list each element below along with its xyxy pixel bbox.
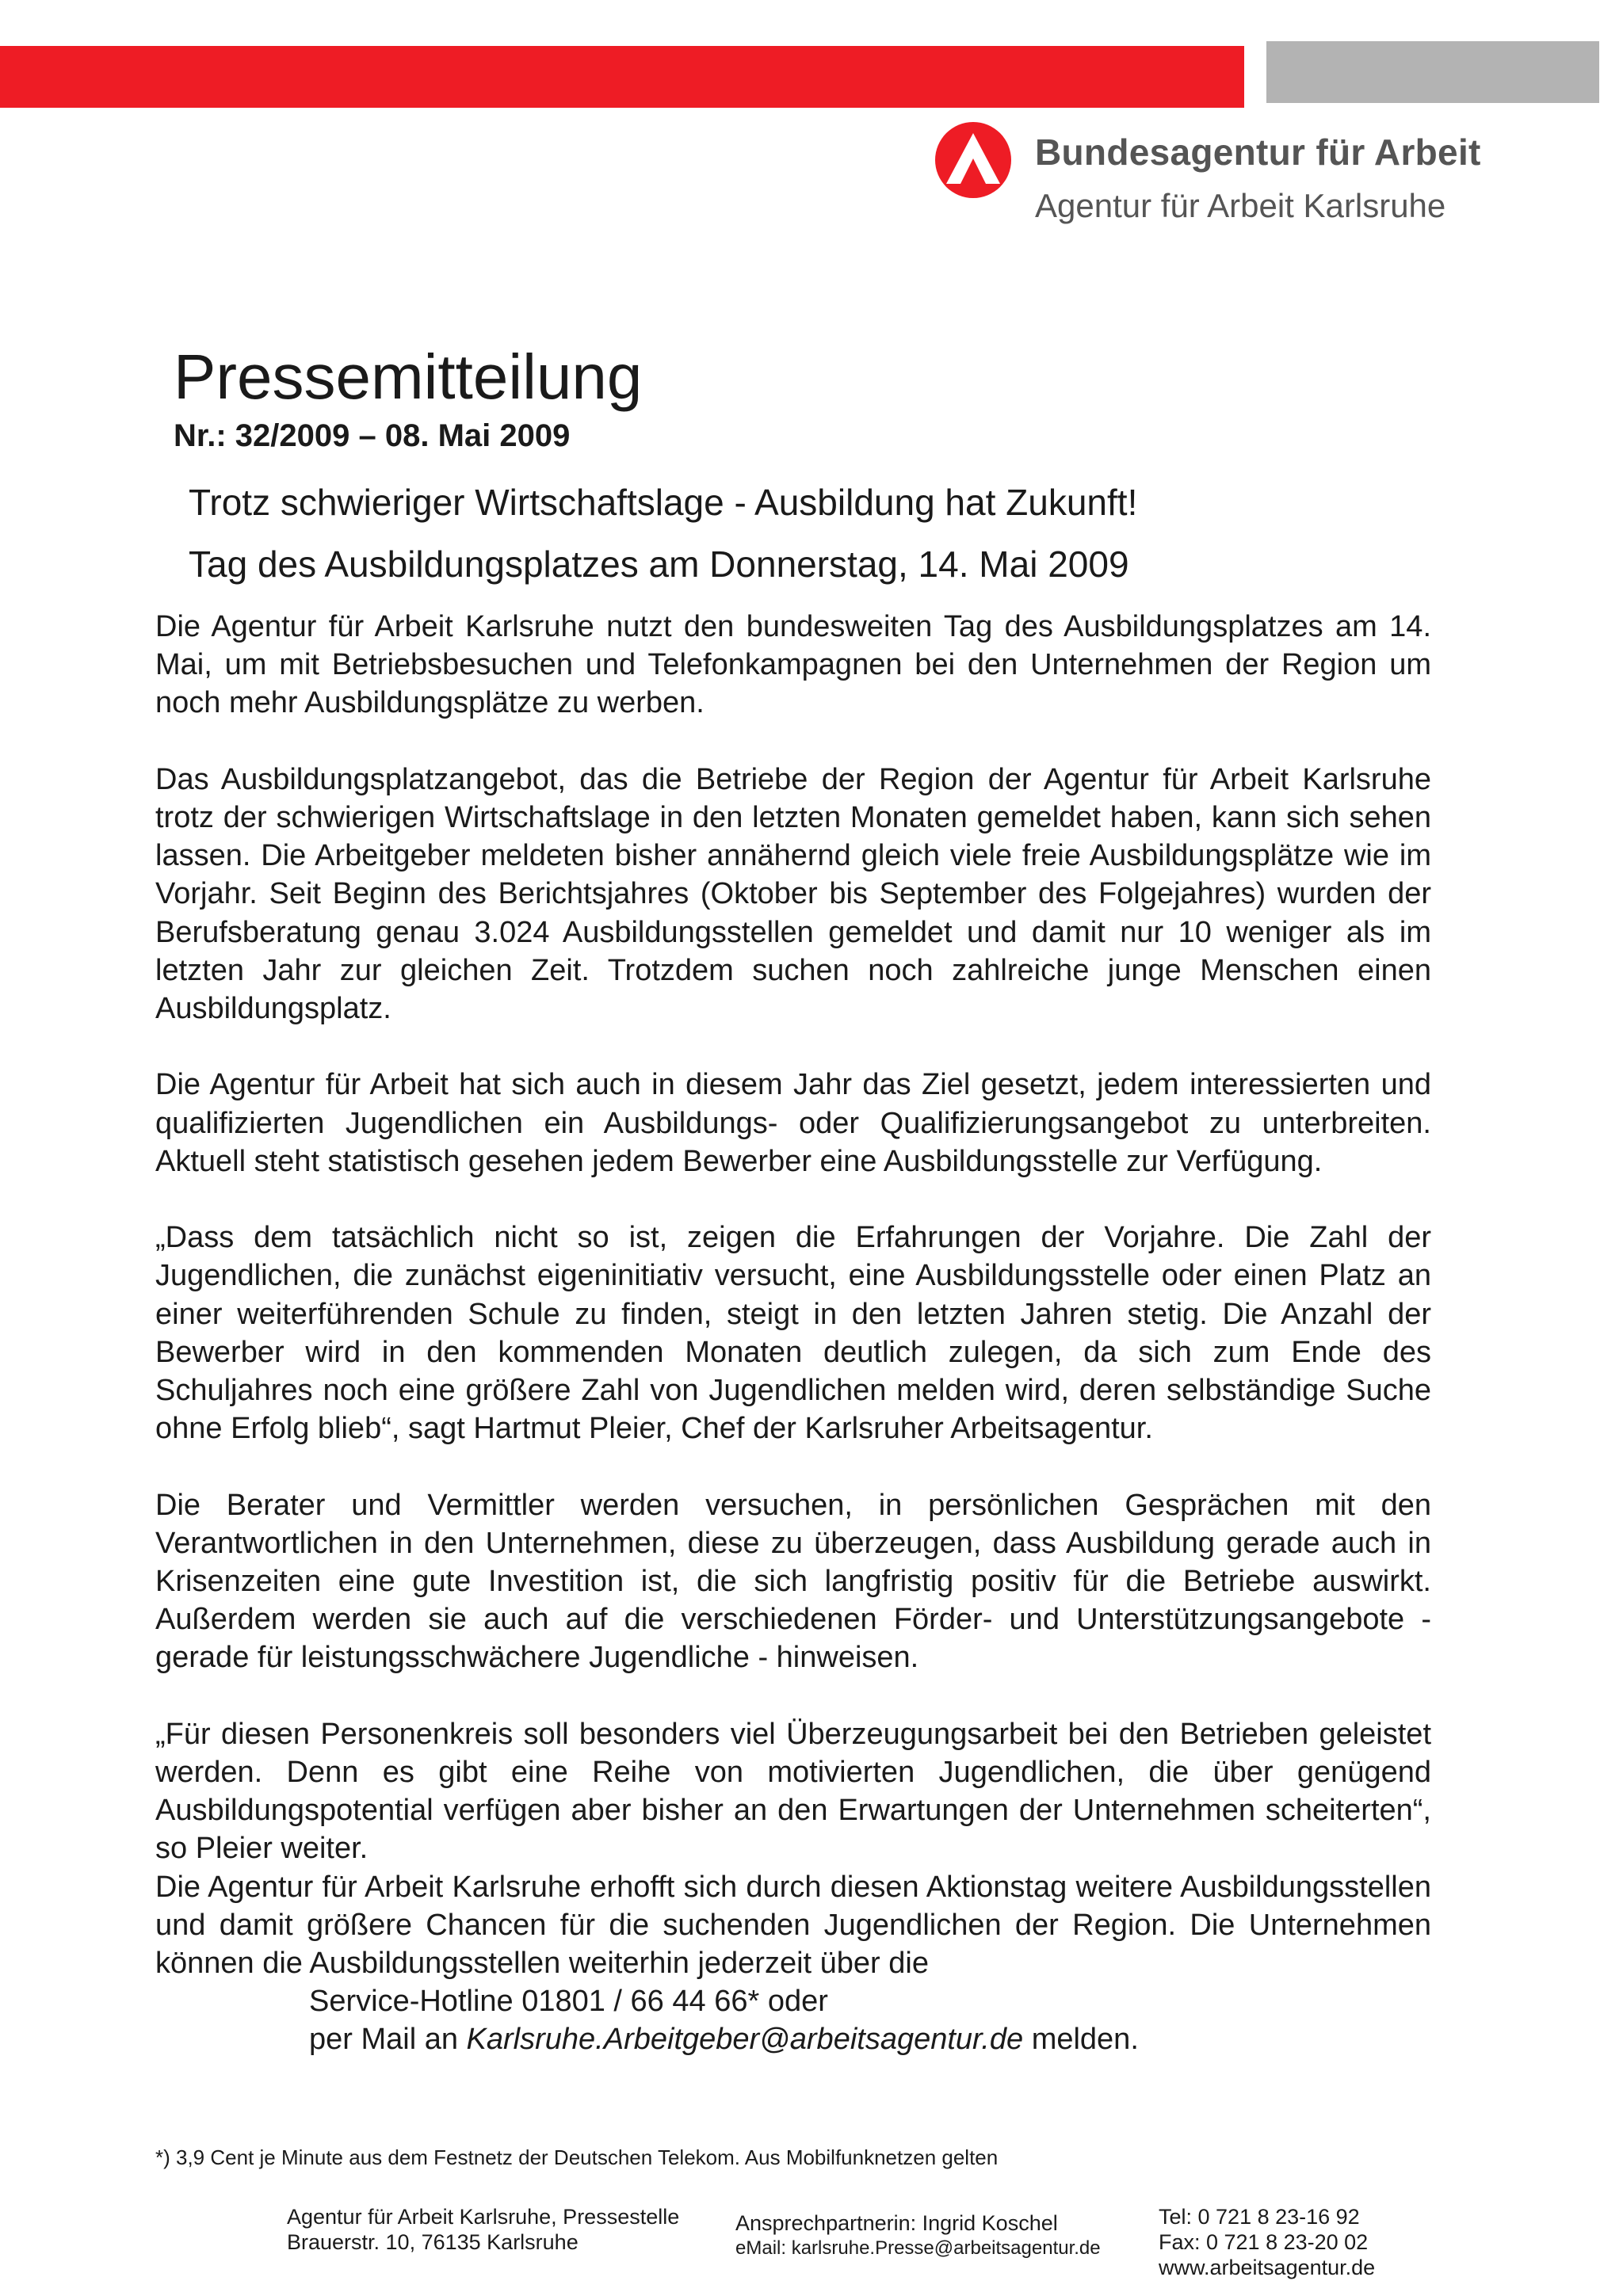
paragraph-5: Die Berater und Vermittler werden versuchen, in persönlichen Gesprächen mit den Verantwortlichen in den Unternehmen, diese zu überzeugen, dass Ausbildung gerade auch in Krisenzeiten eine gute Investition ist, die sich langfristig positiv für die Betriebe auswirkt. Außerdem werden sie auch auf die verschiedenen Förder- und Unterstützungsangebote - gerade für leistungsschwächere Jugendliche - hinweisen. — [155, 1488, 1431, 1675]
ba-triangle-logo-icon — [934, 120, 1013, 200]
footer-office-name: Agentur für Arbeit Karlsruhe, Pressestelle — [287, 2205, 680, 2229]
agency-name: Agentur für Arbeit Karlsruhe — [1035, 187, 1446, 224]
footer-address: Brauerstr. 10, 76135 Karlsruhe — [287, 2230, 579, 2254]
document-title: Pressemitteilung — [174, 341, 643, 412]
press-release-number: Nr.: 32/2009 – 08. Mai 2009 — [174, 418, 571, 453]
headline-1: Trotz schwieriger Wirtschaftslage - Ausbildung hat Zukunft! — [189, 482, 1138, 523]
logo-text — [1035, 130, 1481, 228]
footer-tel: Tel: 0 721 8 23-16 92 — [1159, 2205, 1360, 2229]
paragraph-3: Die Agentur für Arbeit hat sich auch in diesem Jahr das Ziel gesetzt, jedem interessierten und qualifizierten Jugendlichen ein Ausbildungs- oder Qualifizierungsangebot zu unterbreiten. Aktuell steht statistisch gesehen jedem Bewerber eine Ausbildungsstelle zur Verfügung. — [155, 1068, 1431, 1178]
paragraph-7: Die Agentur für Arbeit Karlsruhe erhofft sich durch diesen Aktionstag weitere Ausbildungsstellen und damit größere Chancen für die suchenden Jugendlichen der Region. Die Unternehmen können die Ausbildungsstellen weiterhin jederzeit über die — [155, 1870, 1431, 1981]
footer-web-link[interactable]: www.arbeitsagentur.de — [1159, 2256, 1376, 2279]
mail-prefix: per Mail an — [309, 2023, 458, 2057]
mail-suffix: melden. — [1031, 2023, 1139, 2057]
footer-phone — [1159, 2204, 1375, 2280]
paragraph-4: „Dass dem tatsächlich nicht so ist, zeigen die Erfahrungen der Vorjahre. Die Zahl der Jugendlichen, die zunächst eigeninitiativ versucht, eine Ausbildungsstelle oder einen Platz an einer weiterführenden Schule zu finden, steigt in den letzten Jahren stetig. Die Anzahl der Bewerber wird in den kommenden Monaten deutlich zulegen, da sich zum Ende des Schuljahres noch eine größere Zahl von Jugendlichen melden wird, deren selbständige Suche ohne Erfolg blieb“, sagt Hartmut Pleier, Chef der Karlsruher Arbeitsagentur. — [155, 1221, 1431, 1446]
body-text — [155, 608, 1431, 2059]
footnote: *) 3,9 Cent je Minute aus dem Festnetz der Deutschen Telekom. Aus Mobilfunknetzen gelten — [155, 2145, 999, 2169]
header-grey-bar — [1266, 41, 1599, 103]
header-red-bar — [0, 46, 1244, 108]
footer-email-link[interactable]: karlsruhe.Presse@arbeitsagentur.de — [791, 2237, 1101, 2259]
paragraph-1: Die Agentur für Arbeit Karlsruhe nutzt den bundesweiten Tag des Ausbildungsplatzes am 14. Mai, um mit Betriebsbesuchen und Telefonkampagnen bei den Unternehmen der Region um noch mehr Ausbildungsplätze zu werben. — [155, 610, 1431, 720]
hotline-line: Service-Hotline 01801 / 66 44 66* oder — [309, 1985, 828, 2019]
footer-fax: Fax: 0 721 8 23-20 02 — [1159, 2230, 1369, 2254]
mail-line — [155, 2020, 1431, 2058]
footer-email-label: eMail: — [735, 2237, 787, 2259]
footer-contact-person: Ansprechpartnerin: Ingrid Koschel — [735, 2211, 1058, 2235]
headline-2: Tag des Ausbildungsplatzes am Donnerstag, 14. Mai 2009 — [189, 543, 1129, 585]
footer-contact — [735, 2210, 1101, 2261]
footer-email-line — [735, 2236, 1101, 2261]
paragraph-2: Das Ausbildungsplatzangebot, das die Betriebe der Region der Agentur für Arbeit Karlsruhe trotz der schwierigen Wirtschaftslage in den letzten Monaten gemeldet haben, kann sich sehen lassen. Die Arbeitgeber meldeten bisher annähernd gleich viele freie Ausbildungsplätze wie im Vorjahr. Seit Beginn des Berichtsjahres (Oktober bis September des Folgejahres) wurden der Berufsberatung genau 3.024 Ausbildungsstellen gemeldet und damit nur 10 weniger als im letzten Jahr zur gleichen Zeit. Trotzdem suchen noch zahlreiche junge Menschen einen Ausbildungsplatz. — [155, 762, 1431, 1026]
footer-office — [287, 2204, 679, 2255]
paragraph-6: „Für diesen Personenkreis soll besonders viel Überzeugungsarbeit bei den Betrieben geleistet werden. Denn es gibt eine Reihe von motivierten Jugendlichen, die über genügend Ausbildungspotential verfügen aber bisher an den Erwartungen der Unternehmen scheiterten“, so Pleier weiter. — [155, 1717, 1431, 1866]
employer-email-link[interactable]: Karlsruhe.Arbeitgeber@arbeitsagentur.de — [466, 2023, 1024, 2057]
org-name: Bundesagentur für Arbeit — [1035, 132, 1481, 173]
